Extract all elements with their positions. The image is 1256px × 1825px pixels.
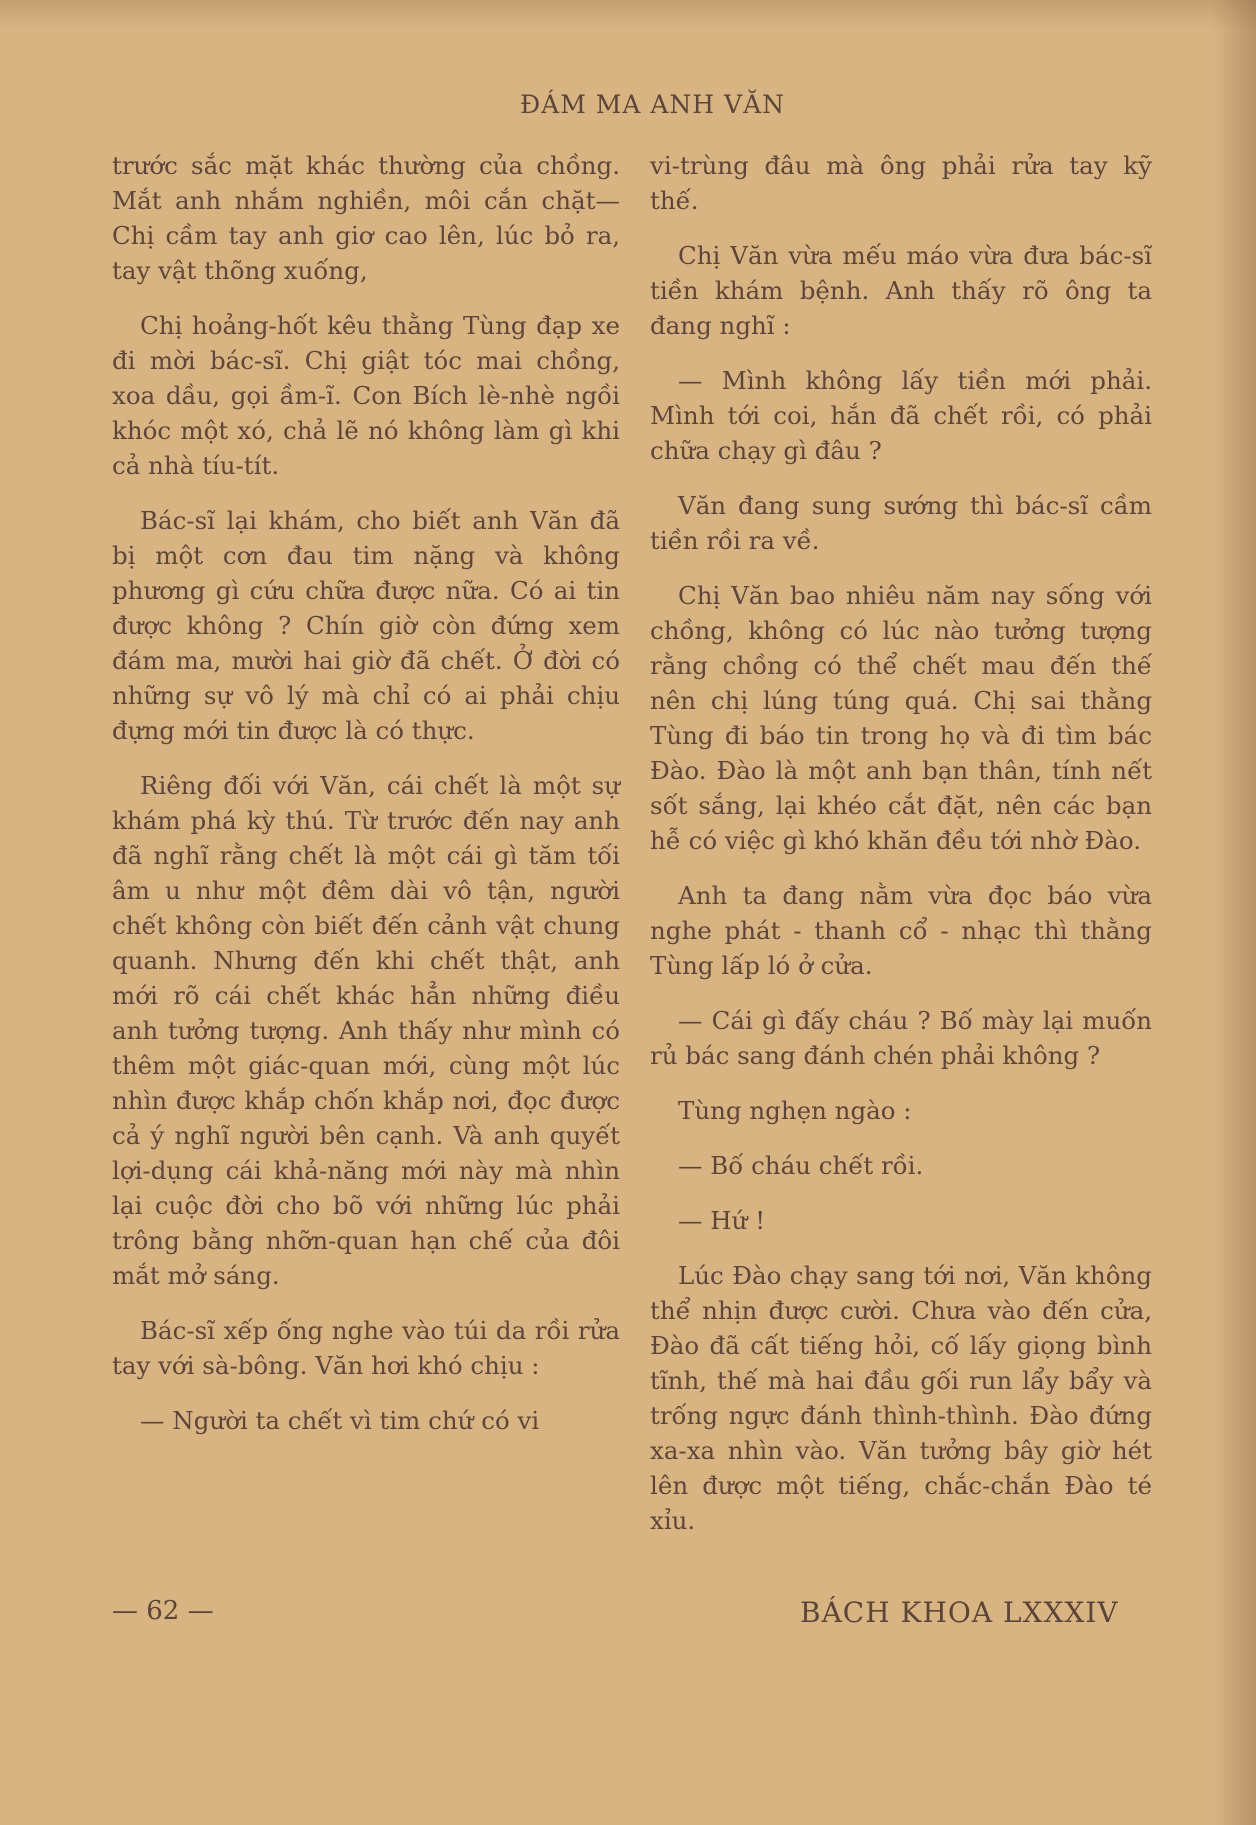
paragraph: Văn đang sung sướng thì bác-sĩ cầm tiền rồi ra về. xyxy=(650,491,1152,555)
dialogue-line: — Hứ ! xyxy=(678,1206,766,1235)
page-right-edge-shadow xyxy=(1212,0,1256,1825)
page-top-edge-shadow xyxy=(0,0,1256,30)
journal-name: BÁCH KHOA LXXXIV xyxy=(800,1596,1119,1629)
left-text-column xyxy=(112,148,620,1458)
page-number: — 62 — xyxy=(112,1596,214,1626)
dialogue-line: — Mình không lấy tiền mới phải. Mình tới coi, hắn đã chết rồi, có phải chữa chạy gì đâu ? xyxy=(650,366,1152,465)
paragraph: Tùng nghẹn ngào : xyxy=(678,1096,912,1125)
paragraph: Lúc Đào chạy sang tới nơi, Văn không thể nhịn được cười. Chưa vào đến cửa, Đào đã cất tiếng hỏi, cố lấy giọng bình tĩnh, thế mà hai đầu gối run lẩy bẩy và trống ngực đánh thình-thình. Đào đứng xa-xa nhìn vào. Văn tưởng bây giờ hét lên được một tiếng, chắc-chắn Đào té xỉu. xyxy=(650,1261,1152,1535)
paragraph: Chị Văn vừa mếu máo vừa đưa bác-sĩ tiền khám bệnh. Anh thấy rõ ông ta đang nghĩ : xyxy=(650,241,1152,340)
paragraph: Bác-sĩ xếp ống nghe vào túi da rồi rửa tay với sà-bông. Văn hơi khó chịu : xyxy=(112,1316,620,1380)
paragraph: Riêng đối với Văn, cái chết là một sự khám phá kỳ thú. Từ trước đến nay anh đã nghĩ rằng chết là một cái gì tăm tối âm u như một đêm dài vô tận, người chết không còn biết đến cảnh vật chung quanh. Nhưng đến khi chết thật, anh mới rõ cái chết khác hẳn những điều anh tưởng tượng. Anh thấy như mình có thêm một giác-quan mới, cùng một lúc nhìn được khắp chốn khắp nơi, đọc được cả ý nghĩ người bên cạnh. Và anh quyết lợi-dụng cái khả-năng mới này mà nhìn lại cuộc đời cho bõ với những lúc phải trông bằng nhỡn-quan hạn chế của đôi mắt mở sáng. xyxy=(112,771,620,1290)
running-title: ĐÁM MA ANH VĂN xyxy=(520,90,786,119)
paragraph: vi-trùng đâu mà ông phải rửa tay kỹ thế. xyxy=(650,151,1152,215)
paragraph: Bác-sĩ lại khám, cho biết anh Văn đã bị một cơn đau tim nặng và không phương gì cứu chữa được nữa. Có ai tin được không ? Chín giờ còn đứng xem đám ma, mười hai giờ đã chết. Ở đời có những sự vô lý mà chỉ có ai phải chịu đựng mới tin được là có thực. xyxy=(112,506,620,745)
paragraph: Chị hoảng-hốt kêu thằng Tùng đạp xe đi mời bác-sĩ. Chị giật tóc mai chồng, xoa dầu, gọi ầm-ĩ. Con Bích lè-nhè ngồi khóc một xó, chả lẽ nó không làm gì khi cả nhà tíu-tít. xyxy=(112,311,620,480)
paragraph: trước sắc mặt khác thường của chồng. Mắt anh nhắm nghiền, môi cắn chặt— Chị cầm tay anh giơ cao lên, lúc bỏ ra, tay vật thõng xuống, xyxy=(112,151,620,285)
right-text-column xyxy=(650,148,1152,1558)
dialogue-line: — Cái gì đấy cháu ? Bố mày lại muốn rủ bác sang đánh chén phải không ? xyxy=(650,1006,1152,1070)
dialogue-line: — Người ta chết vì tim chứ có vi xyxy=(140,1406,540,1435)
dialogue-line: — Bố cháu chết rồi. xyxy=(678,1151,924,1180)
paragraph: Anh ta đang nằm vừa đọc báo vừa nghe phát - thanh cổ - nhạc thì thằng Tùng lấp ló ở cửa. xyxy=(650,881,1152,980)
paragraph: Chị Văn bao nhiêu năm nay sống với chồng, không có lúc nào tưởng tượng rằng chồng có thể chết mau đến thế nên chị lúng túng quá. Chị sai thằng Tùng đi báo tin trong họ và đi tìm bác Đào. Đào là một anh bạn thân, tính nết sốt sắng, lại khéo cắt đặt, nên các bạn hễ có việc gì khó khăn đều tới nhờ Đào. xyxy=(650,581,1152,855)
